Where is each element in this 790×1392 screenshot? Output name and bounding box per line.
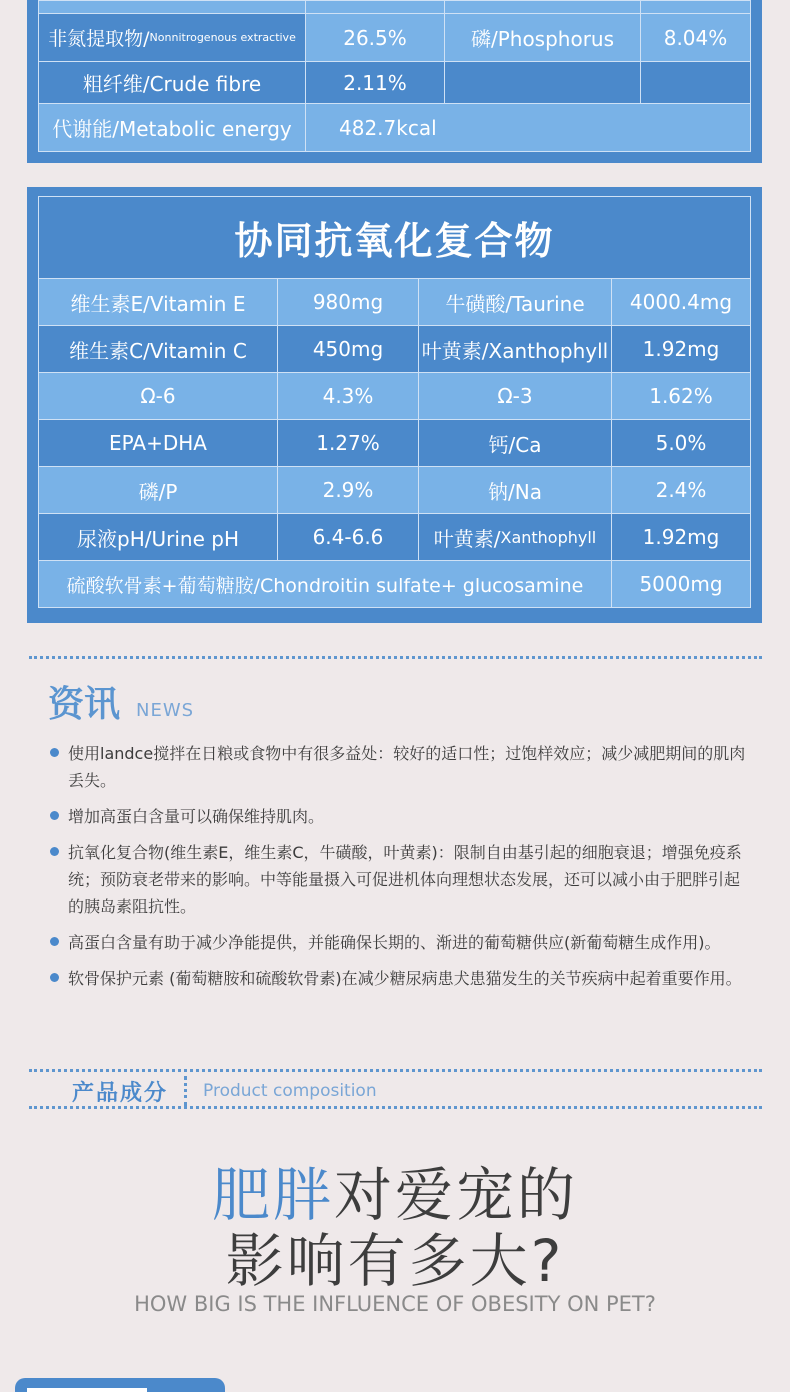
table-cell: 尿液pH/Urine pH: [39, 514, 277, 560]
dotted-divider: [29, 1106, 762, 1109]
list-item-text: 高蛋白含量有助于减少净能提供，并能确保长期的、渐进的葡萄糖供应(新葡萄糖生成作用)。: [68, 933, 721, 952]
table-cell: 磷/Phosphorus: [444, 14, 640, 61]
table-cell: [418, 514, 611, 560]
table-cell: 1.62%: [611, 373, 750, 419]
table-cell: 4.3%: [277, 373, 418, 419]
table-cell: [39, 1, 305, 13]
product-composition-header: [29, 1073, 762, 1109]
table-cell: 维生素C/Vitamin C: [39, 326, 277, 372]
table-row: [39, 13, 750, 61]
list-item: [50, 740, 750, 794]
table-cell: 维生素E/Vitamin E: [39, 279, 277, 325]
list-item-text: 使用landce搅拌在日粮或食物中有很多益处：较好的适口性；过饱样效应；减少减肥期间的肌肉丢失。: [68, 744, 746, 790]
table-cell: Ω-6: [39, 373, 277, 419]
cell-label-small: Xanthophyll: [500, 527, 597, 547]
antioxidant-panel: [27, 187, 762, 623]
headline-text: 对爱宠的: [334, 1161, 579, 1229]
list-item-text: 增加高蛋白含量可以确保维持肌肉。: [68, 807, 325, 826]
table-cell: Ω-3: [418, 373, 611, 419]
dotted-divider: [29, 656, 762, 659]
table-cell: 代谢能/Metabolic energy: [39, 104, 305, 151]
table-cell: [640, 62, 750, 103]
cell-label: 非氮提取物/: [48, 28, 150, 50]
table-title-row: [39, 197, 750, 278]
table-cell: 叶黄素/Xanthophyll: [418, 326, 611, 372]
antioxidant-table: [38, 196, 751, 608]
table-row: [39, 278, 750, 325]
news-header: [48, 676, 194, 727]
table-cell: 钠/Na: [418, 467, 611, 513]
table-row: [39, 103, 750, 151]
table-row: [39, 560, 750, 607]
table-row: [39, 372, 750, 419]
table-cell: 磷/P: [39, 467, 277, 513]
headline-english: HOW BIG IS THE INFLUENCE OF OBESITY ON PET?: [134, 1292, 656, 1316]
table-cell: 钙/Ca: [418, 420, 611, 466]
list-item: [50, 965, 750, 992]
table-row: [39, 513, 750, 560]
nutrition-panel: [27, 0, 762, 163]
table-cell: 2.11%: [305, 62, 444, 103]
table-cell: 粗纤维/Crude fibre: [39, 62, 305, 103]
table-cell: 硫酸软骨素+葡萄糖胺/Chondroitin sulfate+ glucosamine: [39, 561, 611, 607]
table-cell: 5.0%: [611, 420, 750, 466]
table-cell: 980mg: [277, 279, 418, 325]
list-item: [50, 929, 750, 956]
section-title: 产品成分: [72, 1080, 169, 1106]
table-row: [39, 466, 750, 513]
bullet-icon: [50, 973, 59, 982]
table-cell: 1.92mg: [611, 326, 750, 372]
cell-label-small: Nonnitrogenous extractive: [149, 31, 296, 44]
dotted-separator: [184, 1076, 187, 1106]
table-cell: [39, 14, 305, 61]
table-cell: [640, 1, 750, 13]
table-cell: EPA+DHA: [39, 420, 277, 466]
list-item-text: 软骨保护元素 (葡萄糖胺和硫酸软骨素)在减少糖尿病患犬患猫发生的关节疾病中起着重要作用。: [68, 969, 742, 988]
table-row: [39, 325, 750, 372]
table-cell: 6.4-6.6: [277, 514, 418, 560]
news-title: 资讯: [48, 684, 121, 725]
table-row: [39, 419, 750, 466]
table-cell: 482.7kcal: [305, 104, 750, 151]
bullet-icon: [50, 748, 59, 757]
table-cell: 26.5%: [305, 14, 444, 61]
news-subtitle: NEWS: [136, 700, 195, 721]
table-cell: 1.92mg: [611, 514, 750, 560]
cell-label: 叶黄素/: [433, 526, 501, 551]
headline-accent: 肥胖: [211, 1161, 334, 1229]
table-cell: 1.27%: [277, 420, 418, 466]
headline-line2: 影响有多大?: [225, 1227, 565, 1295]
section-tab-inner: [27, 1388, 147, 1392]
news-list: [50, 740, 750, 1001]
table-cell: 2.4%: [611, 467, 750, 513]
table-cell: [444, 62, 640, 103]
table-cell: 8.04%: [640, 14, 750, 61]
nutrition-table: [38, 0, 751, 152]
list-item-text: 抗氧化复合物(维生素E，维生素C，牛磺酸，叶黄素)：限制自由基引起的细胞衰退；增强免疫系统；预防衰老带来的影响。中等能量摄入可促进机体向理想状态发展，还可以减小由于肥胖引起的胰岛素阻抗性。: [68, 843, 742, 916]
dotted-divider: [29, 1069, 762, 1072]
table-cell: 牛磺酸/Taurine: [418, 279, 611, 325]
table-cell: 4000.4mg: [611, 279, 750, 325]
list-item: [50, 803, 750, 830]
table-row: [39, 61, 750, 103]
bullet-icon: [50, 847, 59, 856]
bullet-icon: [50, 937, 59, 946]
table-row: [39, 1, 750, 13]
bullet-icon: [50, 811, 59, 820]
table-cell: 450mg: [277, 326, 418, 372]
table-cell: [305, 1, 444, 13]
table-cell: [444, 1, 640, 13]
list-item: [50, 839, 750, 920]
table-title: 协同抗氧化复合物: [39, 197, 750, 278]
section-subtitle: Product composition: [203, 1081, 377, 1101]
table-cell: 5000mg: [611, 561, 750, 607]
table-cell: 2.9%: [277, 467, 418, 513]
